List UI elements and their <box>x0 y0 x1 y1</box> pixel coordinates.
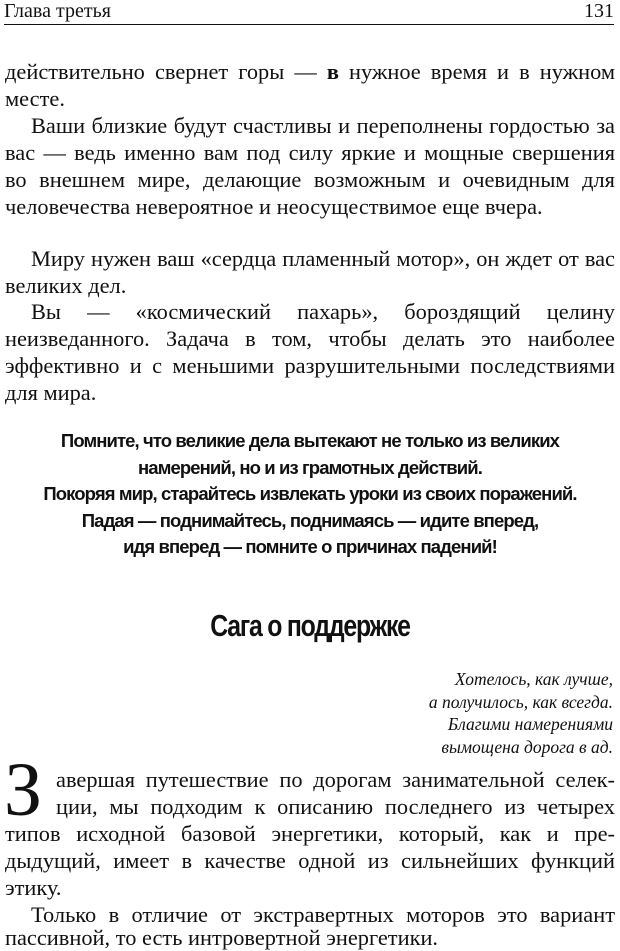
p1-bold-word: в <box>326 59 339 84</box>
epigraph-line: Благими намерениями <box>447 714 613 734</box>
p1-text-b: нужное время и в нужном месте. <box>5 59 616 111</box>
body-line: типов исходной базовой энергетики, который, как и пре- <box>5 821 615 846</box>
paragraph-4: Вы — «космический пахарь», бороздящий целину неизведанного. Задача в том, чтобы делать это наиболее эффективно и с меньшими разрушительными последствиями для мира. <box>5 299 615 405</box>
chapter-title: Глава третья <box>4 0 111 22</box>
callout-line: Покоряя мир, старайтесь извлекать уроки из своих поражений. <box>43 483 577 504</box>
epigraph <box>429 668 613 758</box>
epigraph-line: а получилось, как всегда. <box>428 691 613 712</box>
body-line: пассивной, то есть интровертной энергетики. <box>5 925 439 950</box>
section-title: Сага о поддержке <box>210 608 410 643</box>
epigraph-line: Хотелось, как лучше, <box>454 669 613 689</box>
body-line: этику. <box>5 875 62 900</box>
callout-line: Падая — поднимайтесь, поднимаясь — идите вперед, <box>81 509 539 531</box>
paragraph-2: Ваши близкие будут счастливы и переполнены гордостью за вас — ведь именно вам под силу яркие и мощные свершения во внешнем мире, делающие возможным и очевидным для человечества невероятное и неосуществимое еще вчера. <box>5 113 615 219</box>
body-line: Только в отличие от экстравертных моторов это вариант <box>31 902 615 927</box>
paragraph-1 <box>5 58 615 112</box>
epigraph-line: вымощена дорога в ад. <box>441 736 613 757</box>
callout-line: Помните, что великие дела вытекают не только из великих <box>60 430 560 451</box>
callout-line: намерений, но и из грамотных действий. <box>138 456 482 478</box>
p1-text-a: действительно свернет горы — <box>5 59 327 84</box>
body-line: дыдущий, имеет в качестве одной из сильнейших функций <box>5 848 615 873</box>
body-line: ции, мы подходим к описанию последнего из четырех <box>56 794 615 819</box>
paragraph-3: Миру нужен ваш «сердца пламенный мотор», он ждет от вас великих дел. <box>5 246 615 298</box>
page-number: 131 <box>584 0 614 22</box>
drop-cap: З <box>4 748 43 832</box>
callout-line: идя вперед — помните о причинах падений! <box>123 536 497 557</box>
running-header <box>4 0 614 25</box>
callout-box <box>0 428 620 561</box>
body-line: авершая путешествие по дорогам занимательной селек- <box>56 767 615 792</box>
